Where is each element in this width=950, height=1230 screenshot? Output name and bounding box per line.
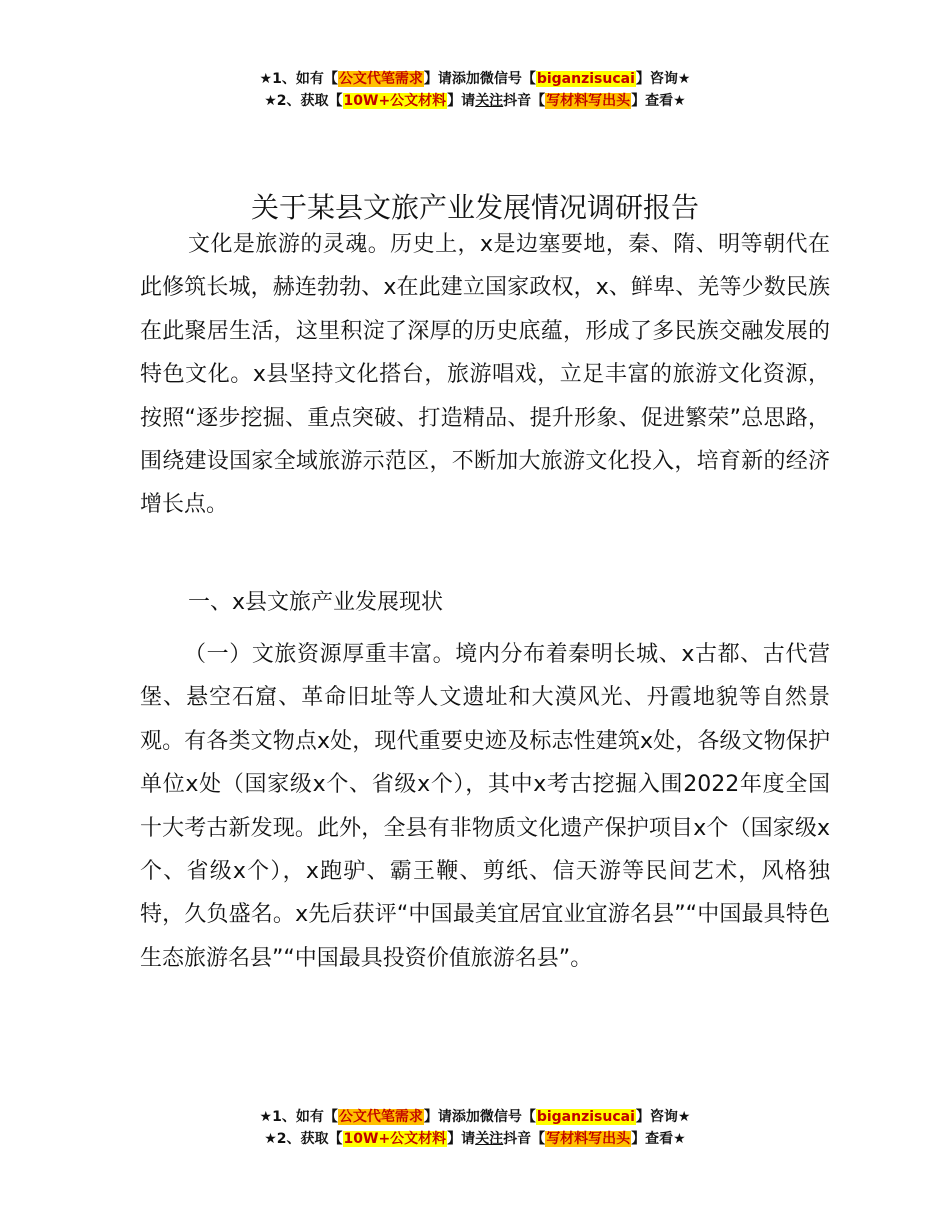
banner-text: 抖音【 — [503, 1131, 546, 1147]
highlight-tag: 10W+公文材料 — [343, 1131, 447, 1147]
banner-text: 关注 — [475, 93, 504, 109]
banner-text: 关注 — [475, 1131, 504, 1147]
body-paragraph: （一）文旅资源厚重丰富。境内分布着秦明长城、x古都、古代营堡、悬空石窟、革命旧址等人文遗址和大漠风光、丹霞地貌等自然景观。有各类文物点x处，现代重要史迹及标志性建筑x处，各级文物保护单位x处（国家级x个、省级x个），其中x考古挖掘入围2022年度全国十大考古新发现。此外，全县有非物质文化遗产保护项目x个（国家级x个、省级x个），x跑驴、霸王鞭、剪纸、信天游等民间艺术，风格独特，久负盛名。x先后获评“中国最美宜居宜业宜游名县”“中国最具特色生态旅游名县”“中国最具投资价值旅游名县”。 — [140, 642, 830, 971]
banner-line-2 — [0, 1128, 950, 1150]
wechat-id: biganzisucai — [536, 1109, 635, 1125]
header-banner — [0, 68, 950, 112]
banner-text: 】请 — [423, 71, 452, 87]
banner-text: ★1、如有【 — [259, 1109, 338, 1125]
banner-text: 添加 — [451, 71, 480, 87]
banner-line-2 — [0, 90, 950, 112]
highlight-tag: 10W+公文材料 — [343, 93, 447, 109]
banner-text: 】咨询★ — [635, 71, 691, 87]
intro-paragraph: 文化是旅游的灵魂。历史上，x是边塞要地，秦、隋、明等朝代在此修筑长城，赫连勃勃、x在此建立国家政权，x、鲜卑、羌等少数民族在此聚居生活，这里积淀了深厚的历史底蕴，形成了多民族交融发展的特色文化。x县坚持文化搭台，旅游唱戏，立足丰富的旅游文化资源，按照“逐步挖掘、重点突破、打造精品、提升形象、促进繁荣”总思路，围绕建设国家全域旅游示范区，不断加大旅游文化投入，培育新的经济增长点。 — [140, 232, 830, 518]
douyin-account: 写材料写出头 — [546, 1131, 631, 1147]
document-title: 关于某县文旅产业发展情况调研报告 — [250, 190, 699, 224]
wechat-id: biganzisucai — [536, 71, 635, 87]
banner-line-1 — [0, 68, 950, 90]
banner-text: ★2、获取【 — [264, 93, 343, 109]
banner-text: 】查看★ — [631, 1131, 686, 1147]
banner-text: 】查看★ — [631, 93, 686, 109]
banner-text: ★1、如有【 — [259, 71, 338, 87]
footer-banner — [0, 1106, 950, 1150]
banner-text: ★2、获取【 — [264, 1131, 343, 1147]
banner-text: 微信号【 — [479, 71, 536, 87]
banner-text: 】请 — [447, 93, 476, 109]
banner-text: 】请 — [423, 1109, 452, 1125]
banner-text: 】请 — [447, 1131, 476, 1147]
banner-text: 】咨询★ — [635, 1109, 691, 1125]
banner-text: 添加 — [451, 1109, 480, 1125]
highlight-tag: 公文代笔需求 — [338, 1109, 423, 1125]
highlight-tag: 公文代笔需求 — [338, 71, 423, 87]
banner-text: 微信号【 — [479, 1109, 536, 1125]
banner-text: 抖音【 — [503, 93, 546, 109]
section-heading: 一、x县文旅产业发展现状 — [188, 590, 444, 615]
douyin-account: 写材料写出头 — [546, 93, 631, 109]
banner-line-1 — [0, 1106, 950, 1128]
